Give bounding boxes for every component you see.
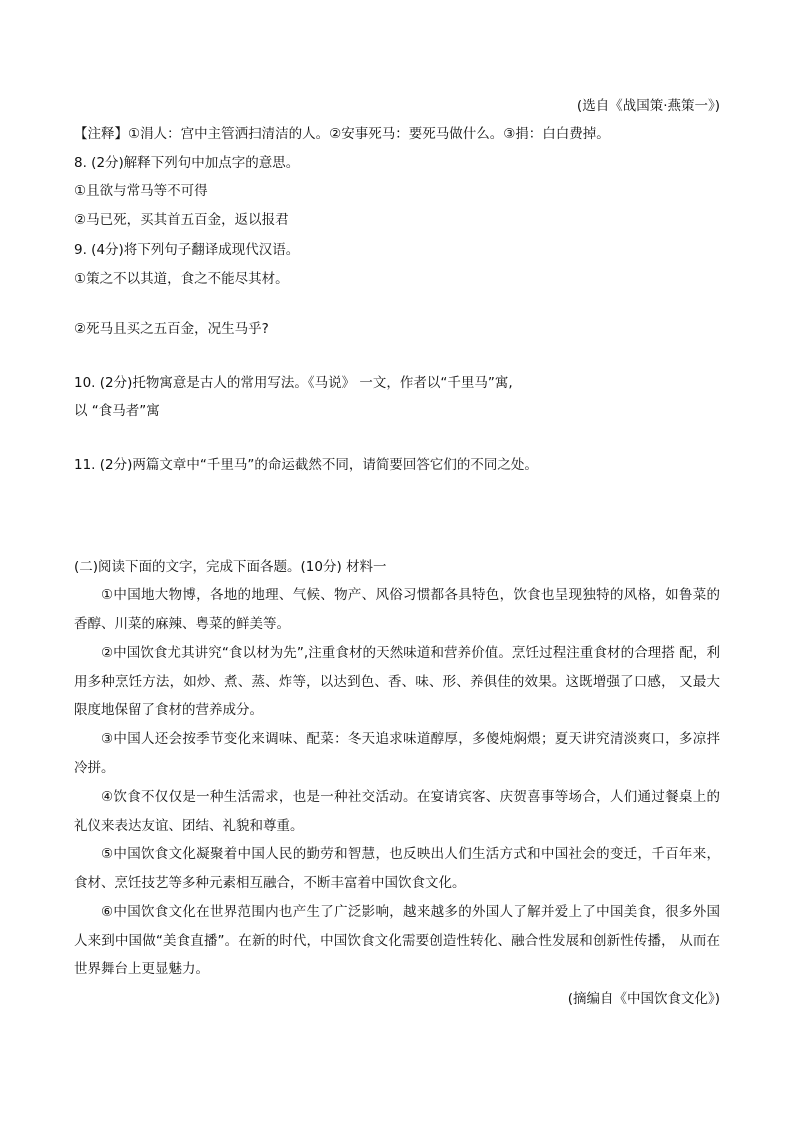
- material-paragraph-3: ③中国人还会按季节变化来调味、配菜：冬天追求味道醇厚，多傻炖焖煨；夏天讲究清淡爽口，多凉拌冷拼。: [74, 731, 720, 776]
- question-9-item-2: ②死马且买之五百金，况生马乎?: [74, 321, 269, 337]
- question-8-prompt: 8. (2分)解释下列句中加点字的意思。: [74, 155, 300, 171]
- section-2-heading: (二)阅读下面的文字，完成下面各题。(10分) 材料一: [74, 559, 387, 575]
- material-paragraph-4: ④饮食不仅仅是一种生活需求，也是一种社交活动。在宴请宾客、庆贺喜事等场合，人们通过餐桌上的礼仪来表达友谊、团结、礼貌和尊重。: [74, 789, 720, 834]
- source-note-food-culture: (摘编自《中国饮食文化》): [567, 991, 720, 1007]
- question-9-prompt: 9. (4分)将下列句子翻译成现代汉语。: [74, 242, 300, 258]
- source-note-zhanguoce: (选自《战国策·燕策一》): [576, 98, 720, 114]
- material-paragraph-5: ⑤中国饮食文化凝聚着中国人民的勤劳和智慧，也反映出人们生活方式和中国社会的变迁，千百年来， 食材、烹饪技艺等多种元素相互融合，不断丰富着中国饮食文化。: [74, 846, 720, 891]
- question-10-line-2: 以 “食马者”寓: [74, 403, 160, 419]
- question-9-item-1: ①策之不以其道，食之不能尽其材。: [74, 271, 289, 287]
- question-11-prompt: 11. (2分)两篇文章中“千里马”的命运截然不同，请简要回答它们的不同之处。: [74, 457, 538, 473]
- annotation-note: 【注释】①涓人：宫中主管洒扫清洁的人。②安事死马：要死马做什么。③捐：白白费掉。: [74, 126, 610, 142]
- material-paragraph-1: ①中国地大物博，各地的地理、气候、物产、风俗习惯都各具特色，饮食也呈现独特的风格，如鲁菜的香醇、川菜的麻辣、粤菜的鲜美等。: [74, 587, 720, 632]
- material-paragraph-6: ⑥中国饮食文化在世界范围内也产生了广泛影响，越来越多的外国人了解并爱上了中国美食，很多外国人来到中国做“美食直播”。在新的时代，中国饮食文化需要创造性转化、融合性发展和创新性传播， 从而在世界舞台上更显魅力。: [74, 904, 720, 977]
- question-8-item-1: ①且欲与常马等不可得: [74, 183, 208, 199]
- question-10-line-1: 10. (2分)托物寓意是古人的常用写法。《马说》 一文，作者以“千里马”寓,: [74, 375, 513, 391]
- material-paragraph-2: ②中国饮食尤其讲究“食以材为先”,注重食材的天然味道和营养价值。烹饪过程注重食材的合理搭 配，利用多种烹饪方法，如炒、煮、蒸、炸等，以达到色、香、味、形、养俱佳的效果。这既增强了口感， 又最大限度地保留了食材的营养成分。: [74, 645, 720, 718]
- question-8-item-2: ②马已死，买其首五百金，返以报君: [74, 212, 289, 228]
